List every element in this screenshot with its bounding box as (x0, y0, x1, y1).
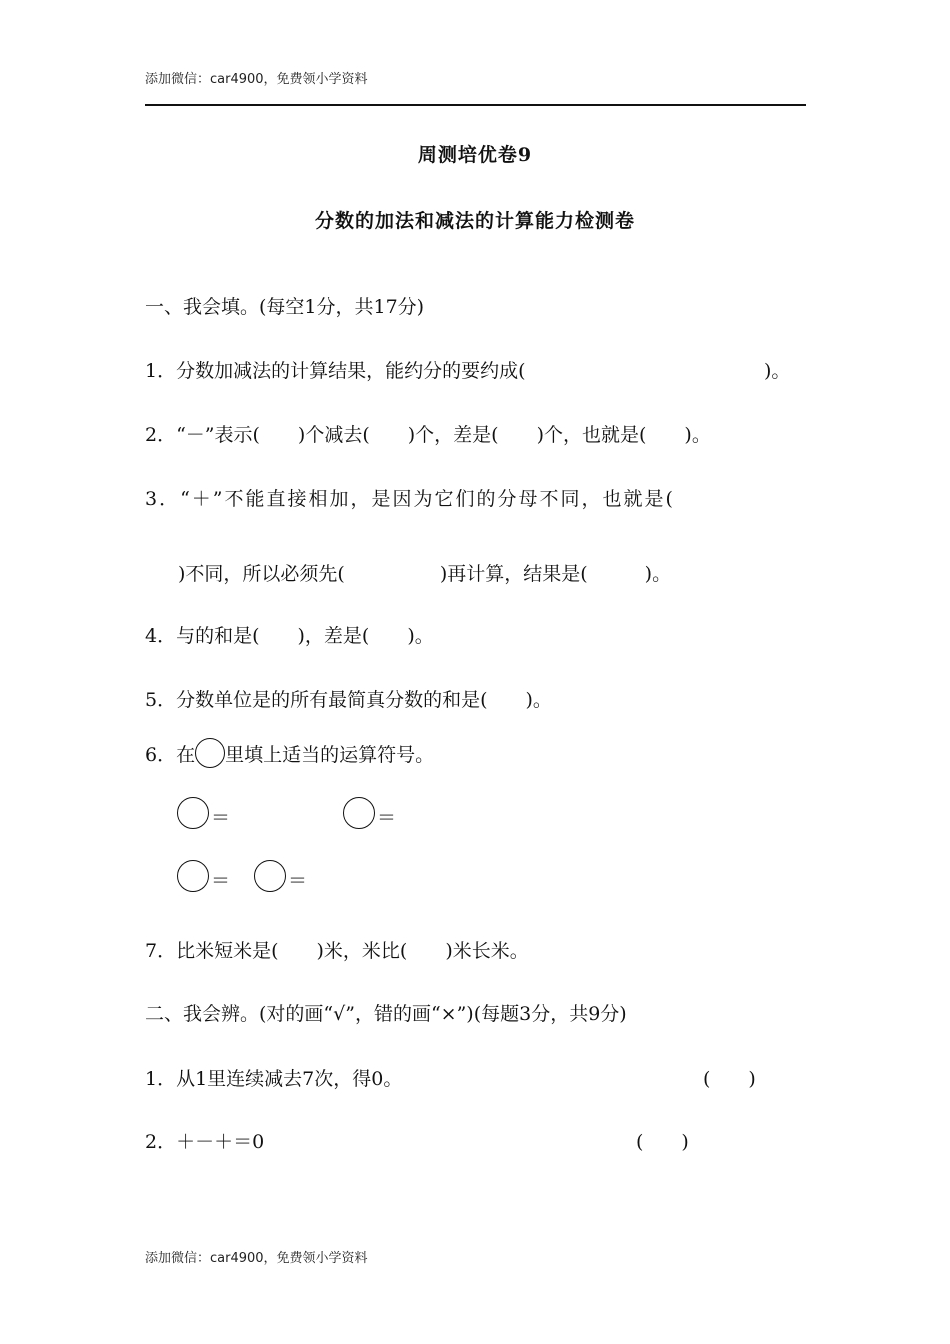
page-subtitle: 分数的加法和减法的计算能力检测卷 (314, 210, 635, 232)
equals-sign: ＝ (211, 807, 231, 829)
question-text: 分数加减法的计算结果，能约分的要约成( (176, 360, 526, 382)
question-number: 1． (145, 1068, 177, 1090)
question-number: 2． (145, 1131, 177, 1153)
question-number: 3． (145, 488, 181, 510)
operator-blank-2[interactable] (343, 795, 396, 830)
question-text: 分数单位是的所有最简真分数的和是( )。 (176, 689, 552, 711)
question-number: 6． (145, 743, 177, 766)
operator-circle-icon[interactable] (177, 797, 209, 829)
page-header: 添加微信：car4900，免费领小学资料 (145, 72, 368, 87)
question-text: 从1里连续减去7次，得0。 (176, 1068, 403, 1090)
judge-question-1 (145, 1064, 402, 1091)
question-number: 5． (145, 689, 177, 711)
question-5 (145, 685, 552, 712)
question-text: 与的和是( )，差是( )。 (176, 625, 434, 647)
question-text: 比米短米是( )米，米比( )米长米。 (176, 940, 529, 962)
question-number: 4． (145, 625, 177, 647)
question-text-line1: “＋”不能直接相加，是因为它们的分母不同，也就是( (180, 488, 675, 510)
question-text: ＋－＋＝0 (176, 1131, 265, 1153)
equals-sign: ＝ (377, 807, 397, 829)
question-number: 7． (145, 940, 177, 962)
question-text-post: 里填上适当的运算符号。 (225, 743, 435, 766)
answer-blank[interactable]: ( ) (636, 1131, 689, 1153)
section2-heading: 二、我会辨。(对的画“√”，错的画“×”)(每题3分，共9分) (145, 1003, 627, 1025)
header-divider (145, 104, 806, 106)
question-7 (145, 936, 529, 963)
judge-question-2 (145, 1127, 264, 1154)
operator-blank-4[interactable] (254, 858, 307, 893)
operator-circle-icon (195, 738, 225, 768)
operator-blank-1[interactable] (177, 795, 230, 830)
answer-blank[interactable]: ( ) (703, 1068, 756, 1090)
operator-circle-icon[interactable] (254, 860, 286, 892)
section1-heading: 一、我会填。(每空1分，共17分) (145, 296, 425, 318)
question-3 (145, 484, 675, 511)
question-number: 1． (145, 360, 177, 382)
question-text: “－”表示( )个减去( )个，差是( )个，也就是( )。 (176, 424, 711, 446)
operator-circle-icon[interactable] (177, 860, 209, 892)
answer-blank-close: )。 (764, 360, 791, 382)
question-text-pre: 在 (176, 743, 196, 766)
equals-sign: ＝ (288, 870, 308, 892)
question-6 (145, 738, 434, 768)
question-1 (145, 356, 526, 383)
page-footer: 添加微信：car4900，免费领小学资料 (145, 1251, 368, 1266)
question-2 (145, 420, 711, 447)
question-number: 2． (145, 424, 177, 446)
operator-circle-icon[interactable] (343, 797, 375, 829)
equals-sign: ＝ (211, 870, 231, 892)
operator-blank-3[interactable] (177, 858, 230, 893)
question-3-line2: )不同，所以必须先( )再计算，结果是( )。 (178, 563, 672, 585)
question-4 (145, 621, 434, 648)
page-title: 周测培优卷9 (417, 144, 533, 166)
